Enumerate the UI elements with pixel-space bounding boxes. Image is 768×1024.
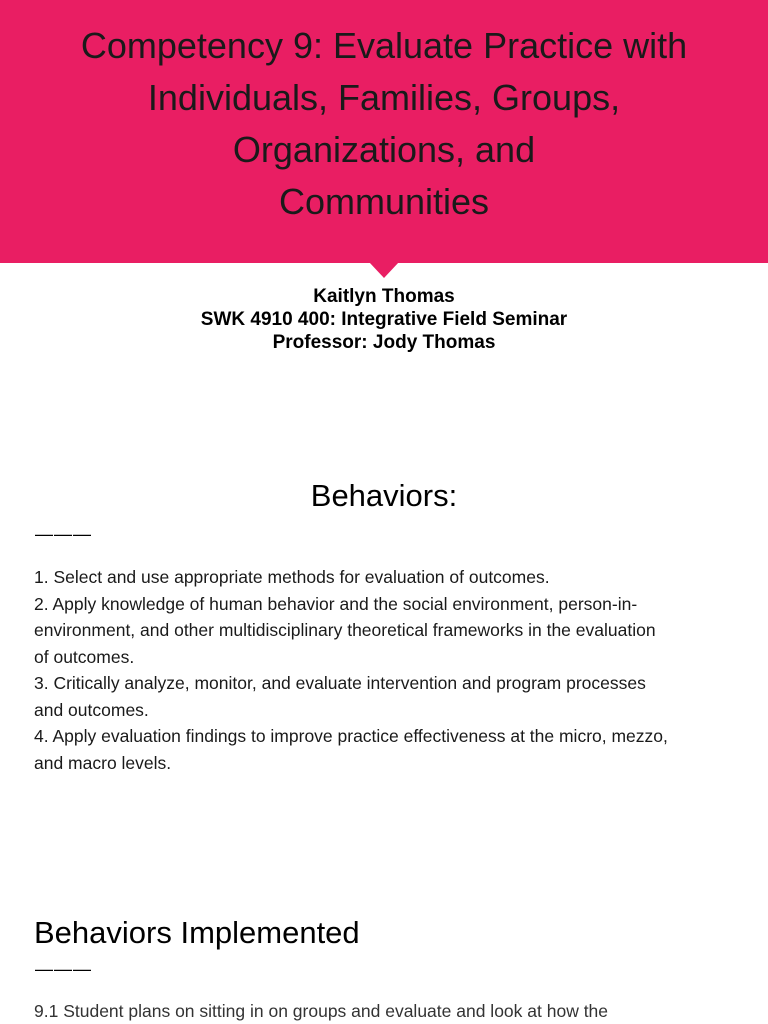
author-name: Kaitlyn Thomas — [313, 286, 455, 307]
title-line: Competency 9: Evaluate Practice with — [80, 25, 688, 66]
banner-arrow-indicator — [369, 262, 399, 278]
heading-divider: ——— — [35, 959, 92, 979]
title-line: Individuals, Families, Groups, — [147, 77, 621, 118]
title-line: Communities — [278, 181, 490, 222]
list-line: 1. Select and use appropriate methods for evaluation of outcomes. — [34, 567, 550, 587]
list-line: of outcomes. — [34, 646, 135, 667]
list-line: 2. Apply knowledge of human behavior and the social environment, person-in- — [34, 593, 638, 614]
list-line: and outcomes. — [34, 699, 149, 720]
behaviors-list — [34, 564, 738, 776]
list-line: 3. Critically analyze, monitor, and evaluate intervention and program processes — [34, 673, 646, 693]
slide-title — [40, 20, 728, 228]
list-line: environment, and other multidisciplinary theoretical frameworks in the evaluation — [34, 620, 656, 640]
behaviors-implemented-heading: Behaviors Implemented — [34, 915, 360, 950]
title-line: Organizations, and — [232, 129, 536, 170]
list-line: 4. Apply evaluation findings to improve practice effectiveness at the micro, mezzo, — [34, 726, 668, 746]
heading-divider: ——— — [35, 524, 92, 544]
behaviors-heading: Behaviors: — [310, 478, 458, 513]
professor-name: Professor: Jody Thomas — [272, 332, 496, 353]
list-line: and macro levels. — [34, 752, 172, 773]
course-name: SWK 4910 400: Integrative Field Seminar — [200, 309, 568, 330]
implemented-paragraph: 9.1 Student plans on sitting in on groups and evaluate and look at how the — [34, 1001, 609, 1021]
author-info — [0, 285, 768, 354]
